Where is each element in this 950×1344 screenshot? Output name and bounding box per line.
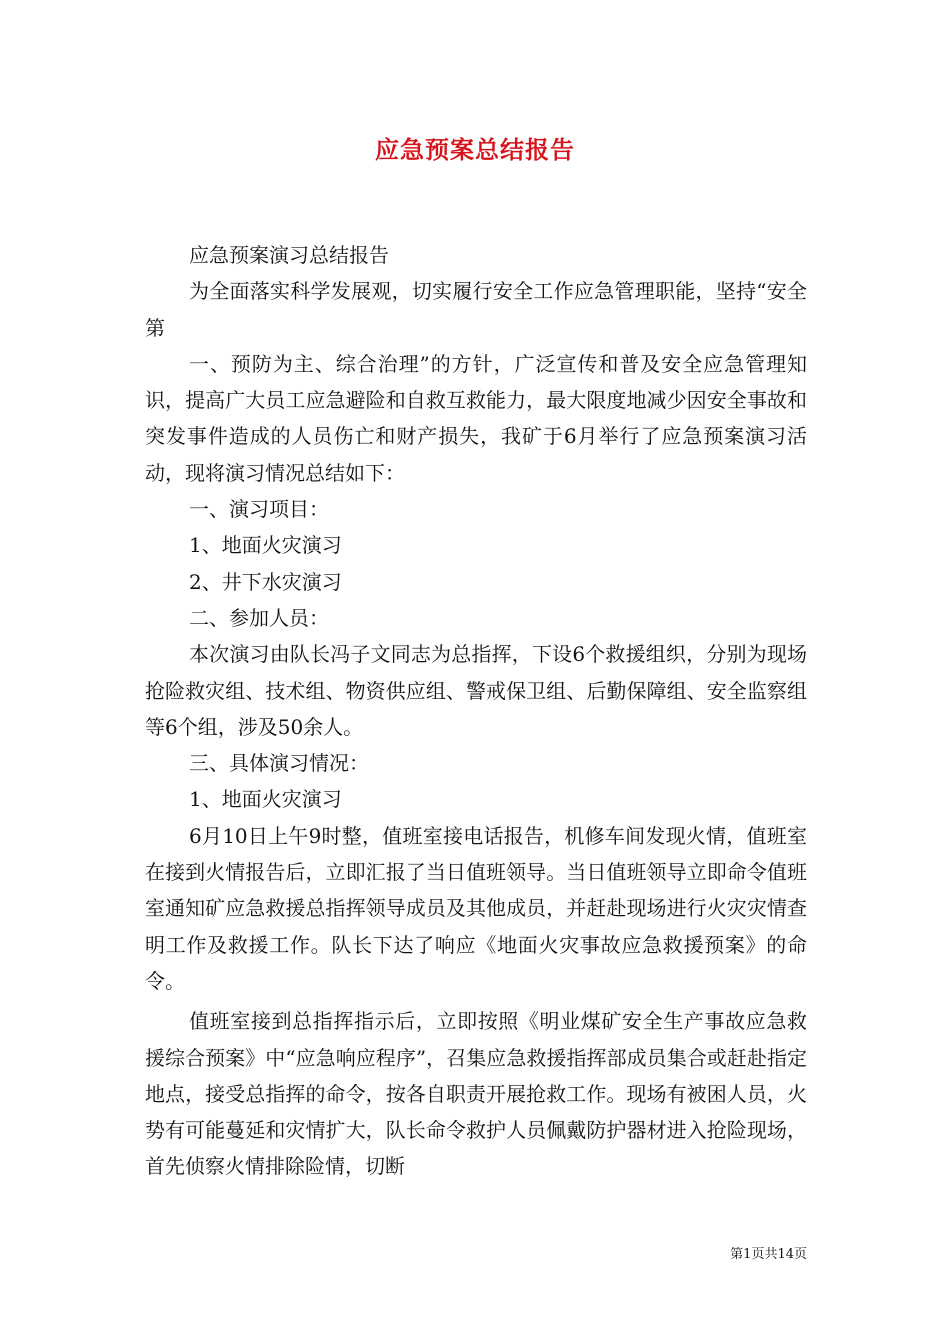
paragraph-duty-room-response: 值班室接到总指挥指示后，立即按照《明业煤矿安全生产事故应急救援综合预案》中“应急响应程序”，召集应急救援指挥部成员集合或赶赴指定地点，接受总指挥的命令，按各自职责开展抢救工作。现场有被困人员，火势有可能蔓延和灾情扩大，队长命令救护人员佩戴防护器材进入抢险现场，首先侦察火情排除险情，切断 <box>145 1009 807 1179</box>
heading-participants: 二、参加人员： <box>189 605 329 630</box>
paragraph-fire-report: 6月10日上午9时整，值班室接电话报告，机修车间发现火情，值班室在接到火情报告后，立即汇报了当日值班领导。当日值班领导立即命令值班室通知矿应急救援总指挥领导成员及其他成员，并赶赴现场进行火灾灾情查明工作及救援工作。队长下达了响应《地面火灾事故应急救援预案》的命令。 <box>145 823 807 993</box>
subheading-ground-fire: 1、地面火灾演习 <box>189 787 342 812</box>
heading-drill-items: 一、演习项目： <box>189 497 329 522</box>
page-number: 第1页共14页 <box>730 1247 807 1262</box>
list-item-ground-fire: 1、地面火灾演习 <box>189 533 342 558</box>
document-title: 应急预案总结报告 <box>375 135 575 164</box>
paragraph-participants: 本次演习由队长冯子文同志为总指挥，下设6个救援组织，分别为现场抢险救灾组、技术组、物资供应组、警戒保卫组、后勤保障组、安全监察组等6个组，涉及50余人。 <box>145 642 807 739</box>
paragraph-subtitle: 应急预案演习总结报告 <box>189 243 389 267</box>
heading-drill-details: 三、具体演习情况： <box>189 751 369 776</box>
document-body <box>145 237 807 1185</box>
list-item-underground-flood: 2、井下水灾演习 <box>189 569 342 594</box>
paragraph-intro: 为全面落实科学发展观，切实履行安全工作应急管理职能，坚持“安全第 <box>145 279 807 340</box>
paragraph-principle: 一、预防为主、综合治理”的方针，广泛宣传和普及安全应急管理知识，提高广大员工应急避险和自救互救能力，最大限度地减少因安全事故和突发事件造成的人员伤亡和财产损失，我矿于6月举行了应急预案演习活动，现将演习情况总结如下： <box>145 351 807 485</box>
